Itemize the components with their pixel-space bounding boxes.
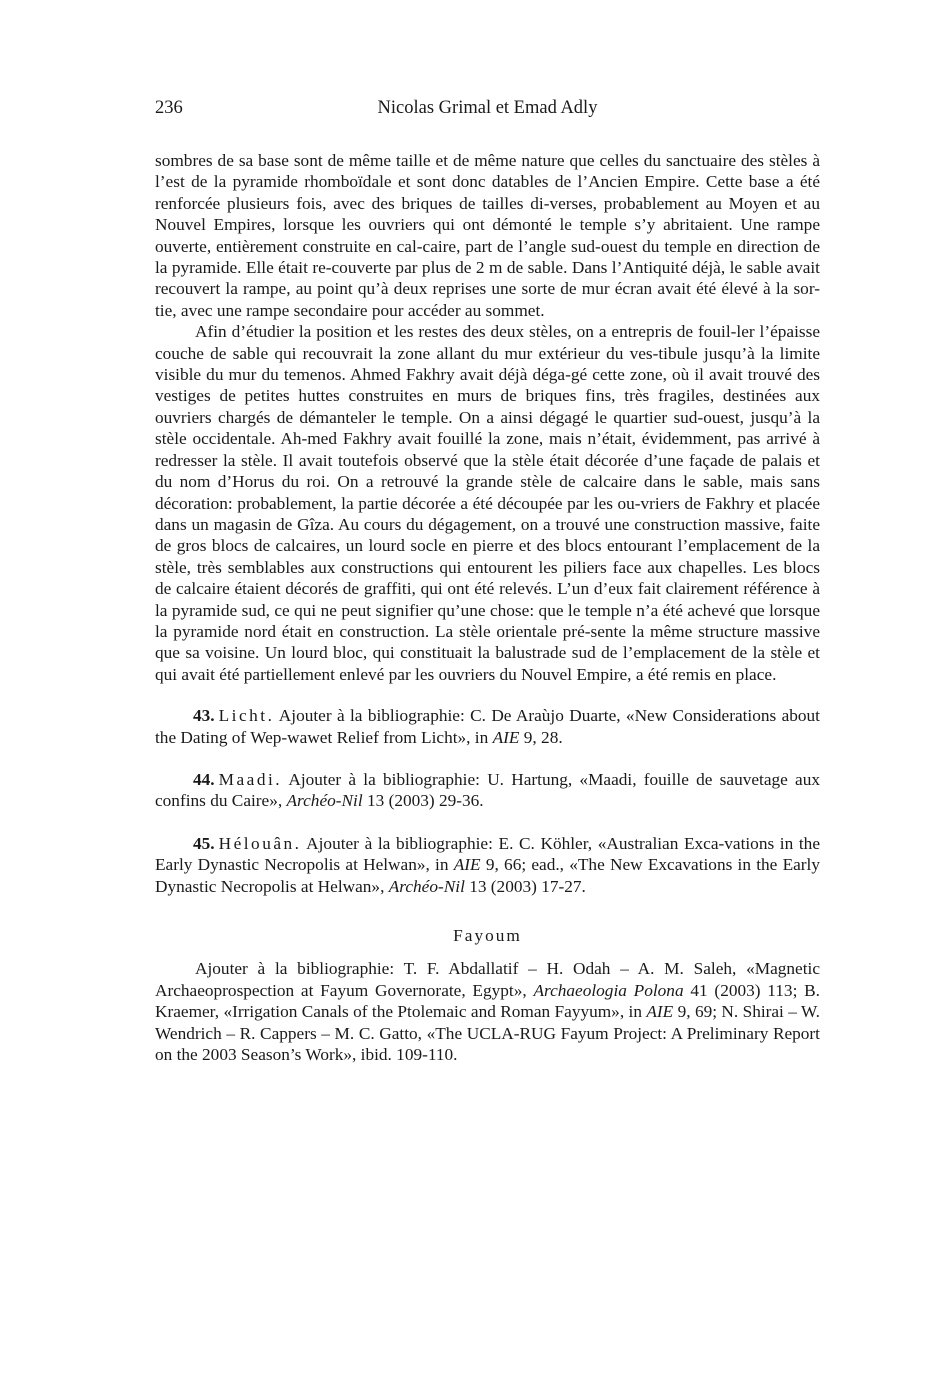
entry-text: Ajouter à la bibliographie: E. C. Köhler, «Australian Exca-vations in the Early Dynastic Necropolis at Helwan», in — [155, 833, 820, 875]
entry-site: Maadi. — [218, 769, 283, 789]
entry-number: 44. — [193, 769, 215, 789]
body-paragraph-2: Afin d’étudier la position et les restes des deux stèles, on a entrepris de fouil-ler l’épaisse couche de sable qui recouvrait la zone allant du mur extérieur du ves-tibule jusqu’à la limite visible du mur du temenos. Ahmed Fakhry avait déjà déga-gé cette zone, où il avait trouvé des vestiges de petites huttes construites en murs de briques fins, très fragiles, destinées aux ouvriers chargés de démanteler le temple. On a ainsi dégagé le quartier sud-ouest, jusqu’à la stèle occidentale. Ah-med Fakhry avait fouillé la zone, mais n’était, évidemment, pas arrivé à redresser la stèle. Il avait toutefois observé que la stèle était décorée d’une façade de palais et du nom d’Horus du roi. On a retrouvé la grande stèle de calcaire dans le sable, mais sans décoration: probablement, la partie décorée a été découpée par les ou-vriers de Fakhry et placée dans un magasin de Gîza. Au cours du dégagement, on a trouvé une construction massive, faite de gros blocs de calcaires, un lourd socle en pierre et des blocs entourant l’emplacement de la stèle, très semblables aux constructions qui entourent les piliers face aux chapelles. Les blocs de calcaire étaient décorés de graffiti, qui ont été relevés. L’un d’eux fait clairement référence à la pyramide sud, ce qui ne peut signifier qu’une chose: que le temple n’a été achevé que lorsque la pyramide nord était en construction. La stèle orientale pré-sente la même structure massive que sa voisine. Un lourd bloc, qui constituait la balustrade sud de l’emplacement de la stèle et qui avait été partiellement enlevé par les ouvriers du Nouvel Empire, a été remis en place. — [155, 322, 820, 684]
entry-journal: AIE — [492, 727, 520, 747]
bibliography-entry-43 — [155, 705, 820, 748]
running-head: Nicolas Grimal et Emad Adly — [377, 98, 598, 118]
section-title-fayoum: Fayoum — [453, 926, 522, 945]
entry-text: 13 (2003) 29-36. — [362, 791, 484, 811]
page-body — [155, 150, 820, 1065]
body-paragraph-1: sombres de sa base sont de même taille et de même nature que celles du sanctuaire des stèles à l’est de la pyramide rhomboïdale et sont donc datables de l’Ancien Empire. Cette base a été renforcée plusieurs fois, avec des briques de tailles di-verses, probablement au Moyen et au Nouvel Empires, lorsque les ouvriers qui ont démonté le temple s’y abritaient. Une rampe ouverte, entièrement construite en cal-caire, part de l’angle sud-ouest du temple en direction de la pyramide. Elle était re-couverte par plus de 2 m de sable. Dans l’Antiquité déjà, le sable avait recouvert la rampe, au point qu’à deux reprises une sorte de mur écran avait été élevé à la sor-tie, avec une rampe secondaire pour accéder au sommet. — [155, 151, 820, 320]
entry-journal: Archéo-Nil — [286, 791, 363, 811]
page-header — [155, 98, 820, 122]
bibliography-entry-45 — [155, 833, 820, 897]
entry-text: Ajouter à la bibliographie: C. De Araùjo Duarte, «New Considerations about the Dating of Wep-wawet Relief from Licht», in — [155, 706, 820, 747]
entry-text: Ajouter à la bibliographie: U. Hartung, «Maadi, fouille de sauvetage aux confins du Caire», — [155, 769, 820, 811]
entry-text: 13 (2003) 17-27. — [464, 876, 586, 896]
entry-journal: Archéo-Nil — [388, 876, 465, 896]
page-number: 236 — [155, 98, 183, 118]
entry-site: Hélouân. — [218, 833, 302, 853]
entry-number: 45. — [193, 833, 215, 853]
entry-text: 9, 66; ead., «The New Excavations in the Early Dynastic Necropolis at Helwan», — [155, 855, 820, 896]
entry-journal: AIE — [453, 855, 481, 875]
fayoum-text: Ajouter à la bibliographie: T. F. Abdallatif – H. Odah – A. M. Saleh, «Magnetic Archaeoprospection at Fayum Governorate, Egypt», — [155, 959, 820, 1000]
fayoum-text: 9, 69; N. Shirai – W. Wendrich – R. Cappers – M. C. Gatto, «The UCLA-RUG Fayum Project: A Preliminary Report on the 2003 Season’s Work», ibid. 109-110. — [155, 1002, 820, 1065]
entry-site: Licht. — [218, 706, 275, 726]
bibliography-entry-44 — [155, 769, 820, 812]
fayoum-journal: AIE — [646, 1002, 674, 1022]
fayoum-text: 41 (2003) 113; B. Kraemer, «Irrigation Canals of the Ptolemaic and Roman Fayyum», in — [155, 980, 820, 1022]
fayoum-journal: Archaeologia Polona — [533, 980, 684, 1000]
entry-number: 43. — [193, 706, 215, 726]
fayoum-paragraph — [155, 958, 820, 1065]
entry-text: 9, 28. — [519, 727, 563, 747]
